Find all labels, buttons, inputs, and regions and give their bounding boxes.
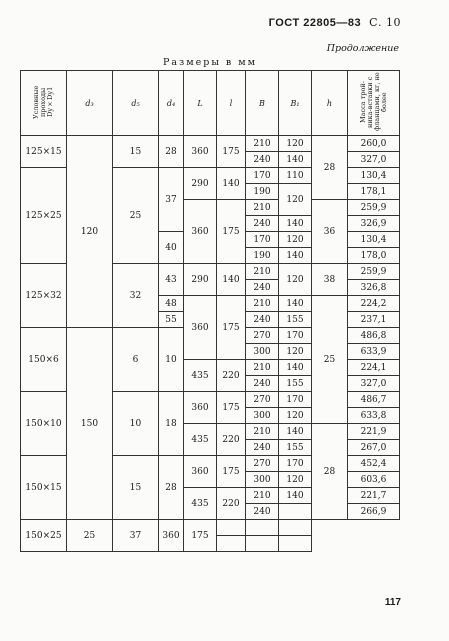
cell-B: 240 — [246, 216, 279, 232]
cell-B: 240 — [246, 376, 279, 392]
cell-B1: 155 — [279, 376, 312, 392]
cell-d5: 15 — [113, 456, 159, 520]
cell-B: 240 — [246, 312, 279, 328]
standard-code: ГОСТ 22805—83 — [268, 17, 362, 29]
cell-d4: 37 — [113, 520, 159, 552]
cell-h: 38 — [312, 264, 348, 296]
cell-B1: 140 — [279, 424, 312, 440]
col-mass: Масса трой-ника-вставки с фланцами, кг, не более — [348, 71, 400, 136]
cell-B: 210 — [246, 488, 279, 504]
cell-mass: 260,0 — [348, 136, 400, 152]
cell-d5: 25 — [113, 168, 159, 264]
cell-B: 210 — [246, 136, 279, 152]
cell-dy: 150×10 — [21, 392, 67, 456]
cell-B1: 120 — [279, 232, 312, 248]
cell-d4: 43 — [159, 264, 184, 296]
cell-mass: 267,0 — [348, 440, 400, 456]
cell-d3: 120 — [67, 136, 113, 328]
cell-L: 360 — [184, 456, 217, 488]
cell-mass: 452,4 — [348, 456, 400, 472]
cell-B1: 140 — [279, 360, 312, 376]
cell-d4: 40 — [159, 232, 184, 264]
cell-d4: 55 — [159, 312, 184, 328]
cell-B: 240 — [246, 280, 279, 296]
cell-B: 190 — [246, 184, 279, 200]
cell-B1: 120 — [279, 184, 312, 216]
cell-mass: 603,6 — [348, 472, 400, 488]
cell-B1: 120 — [279, 136, 312, 152]
cell-dy: 150×6 — [21, 328, 67, 392]
table-row — [21, 136, 400, 152]
cell-d5: 15 — [113, 136, 159, 168]
cell-B: 240 — [246, 504, 279, 520]
cell-L: 435 — [184, 360, 217, 392]
cell-B1: 120 — [279, 472, 312, 488]
table-row — [21, 520, 400, 536]
cell-B1: 170 — [279, 456, 312, 472]
cell-B: 170 — [246, 168, 279, 184]
cell-d4: 10 — [159, 328, 184, 392]
cell-B1: 120 — [279, 264, 312, 296]
col-B: B — [246, 71, 279, 136]
cell-mass: 486,8 — [348, 328, 400, 344]
cell-B: 300 — [246, 472, 279, 488]
cell-l: 175 — [217, 392, 246, 424]
col-h: h — [312, 71, 348, 136]
cell-mass: 130,4 — [348, 168, 400, 184]
cell-h: 25 — [312, 296, 348, 424]
cell-l: 175 — [217, 136, 246, 168]
cell-l: 140 — [217, 168, 246, 200]
cell-L: 360 — [184, 296, 217, 360]
cell-B: 240 — [246, 440, 279, 456]
cell-h: 28 — [312, 424, 348, 520]
cell-B1 — [246, 520, 279, 536]
cell-mass: 633,9 — [348, 344, 400, 360]
cell-B1: 140 — [279, 248, 312, 264]
cell-mass: 259,9 — [348, 200, 400, 216]
cell-L: 435 — [184, 488, 217, 520]
cell-d5: 25 — [67, 520, 113, 552]
cell-mass: 259,9 — [348, 264, 400, 280]
cell-mass: 327,0 — [348, 152, 400, 168]
cell-d4: 37 — [159, 168, 184, 232]
page-ref: С. 10 — [369, 16, 401, 29]
cell-d5: 6 — [113, 328, 159, 392]
cell-B1: 155 — [279, 312, 312, 328]
cell-h: 28 — [312, 136, 348, 200]
cell-d4: 48 — [159, 296, 184, 312]
cell-d3: 150 — [67, 328, 113, 520]
cell-L: 360 — [159, 520, 184, 552]
cell-B1: 170 — [279, 328, 312, 344]
cell-L: 435 — [184, 424, 217, 456]
cell-L: 290 — [184, 264, 217, 296]
cell-mass: 178,1 — [348, 184, 400, 200]
cell-mass: 266,9 — [348, 504, 400, 520]
cell-dy: 125×15 — [21, 136, 67, 168]
cell-B1: 170 — [279, 392, 312, 408]
cell-d4: 18 — [159, 392, 184, 456]
cell-B: 210 — [246, 424, 279, 440]
cell-B: 210 — [246, 360, 279, 376]
cell-mass: 221,7 — [348, 488, 400, 504]
col-dy: Условные проходы Dу×Dу1 — [21, 71, 67, 136]
cell-dy: 125×32 — [21, 264, 67, 328]
cell-B: 300 — [246, 344, 279, 360]
cell-l: 140 — [217, 264, 246, 296]
cell-mass: 224,1 — [348, 360, 400, 376]
page-number: 117 — [384, 597, 401, 608]
cell-B: 210 — [246, 296, 279, 312]
cell-B: 190 — [246, 248, 279, 264]
cell-l: 220 — [217, 424, 246, 456]
continuation-label: Продолжение — [326, 43, 399, 54]
cell-B1: 140 — [279, 488, 312, 504]
cell-B: 270 — [246, 456, 279, 472]
cell-d5: 10 — [113, 392, 159, 456]
cell-B — [217, 536, 246, 552]
cell-B1: 110 — [279, 168, 312, 184]
cell-B1: 155 — [279, 440, 312, 456]
cell-mass — [279, 536, 312, 552]
cell-B1: 120 — [279, 344, 312, 360]
header-row — [21, 71, 400, 136]
cell-dy: 150×15 — [21, 456, 67, 520]
cell-mass: 326,9 — [348, 216, 400, 232]
cell-mass: 633,8 — [348, 408, 400, 424]
cell-L: 360 — [184, 136, 217, 168]
cell-mass — [279, 520, 312, 536]
cell-dy: 125×25 — [21, 168, 67, 264]
cell-B: 240 — [246, 152, 279, 168]
cell-d4: 28 — [159, 456, 184, 520]
cell-mass: 237,1 — [348, 312, 400, 328]
cell-l: 220 — [217, 360, 246, 392]
cell-l: 175 — [184, 520, 217, 552]
col-L: L — [184, 71, 217, 136]
cell-B1: 140 — [279, 216, 312, 232]
cell-B: 170 — [246, 232, 279, 248]
cell-L: 360 — [184, 392, 217, 424]
cell-B — [217, 520, 246, 536]
cell-B1: 120 — [279, 408, 312, 424]
col-B1: B₁ — [279, 71, 312, 136]
cell-l: 175 — [217, 456, 246, 488]
cell-l: 220 — [217, 488, 246, 520]
document-header — [269, 16, 401, 29]
cell-B: 270 — [246, 392, 279, 408]
cell-l: 175 — [217, 296, 246, 360]
dimensions-table — [20, 70, 400, 552]
col-l: l — [217, 71, 246, 136]
cell-d5: 32 — [113, 264, 159, 328]
cell-B: 210 — [246, 200, 279, 216]
cell-mass: 130,4 — [348, 232, 400, 248]
cell-B1: 140 — [279, 152, 312, 168]
cell-d4: 28 — [159, 136, 184, 168]
cell-B: 210 — [246, 264, 279, 280]
cell-l: 175 — [217, 200, 246, 264]
col-d5: d₅ — [113, 71, 159, 136]
cell-dy: 150×25 — [21, 520, 67, 552]
cell-mass: 178,0 — [348, 248, 400, 264]
cell-mass: 224,2 — [348, 296, 400, 312]
cell-mass: 326,8 — [348, 280, 400, 296]
cell-L: 290 — [184, 168, 217, 200]
cell-B1: 140 — [279, 296, 312, 312]
cell-h: 36 — [312, 200, 348, 264]
cell-mass: 221,9 — [348, 424, 400, 440]
cell-B1 — [246, 536, 279, 552]
cell-B1 — [279, 504, 312, 520]
col-d3: d₃ — [67, 71, 113, 136]
cell-mass: 327,0 — [348, 376, 400, 392]
cell-mass: 486,7 — [348, 392, 400, 408]
units-caption: Размеры в мм — [163, 57, 258, 68]
cell-B: 270 — [246, 328, 279, 344]
cell-L: 360 — [184, 200, 217, 264]
cell-B: 300 — [246, 408, 279, 424]
col-d4: d₄ — [159, 71, 184, 136]
